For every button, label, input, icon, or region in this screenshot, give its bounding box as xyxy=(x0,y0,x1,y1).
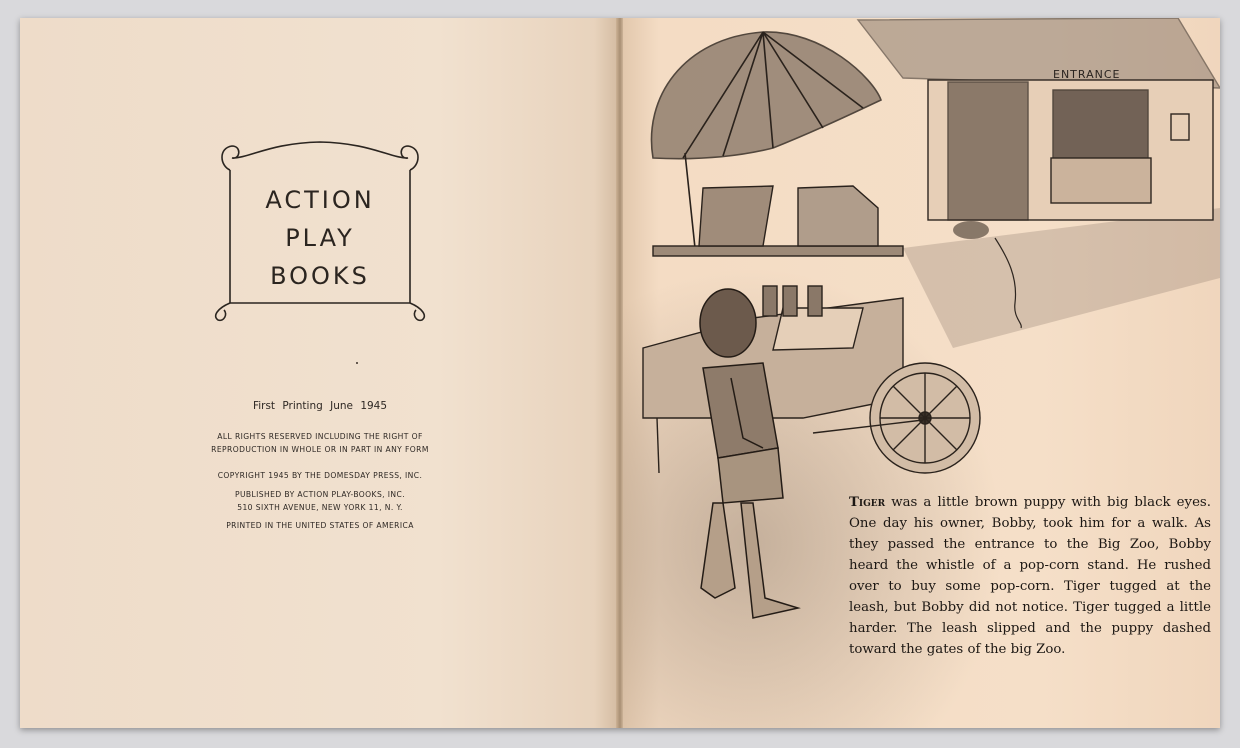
printed-line: PRINTED IN THE UNITED STATES OF AMERICA xyxy=(226,521,414,530)
story-lead: Tiger xyxy=(849,495,886,510)
rights-line-1: ALL RIGHTS RESERVED INCLUDING THE RIGHT OF xyxy=(217,432,423,441)
publisher-line-1: PUBLISHED BY ACTION PLAY-BOOKS, INC. xyxy=(234,490,406,499)
story-body: was a little brown puppy with big black eyes. One day his owner, Bobby, took him for a walk. As they passed the entrance to the Big Zoo, Bobby heard the whistle of a pop-corn stand. He rushed over to buy some pop-corn. Tiger tugged at the leash, but Bobby did not notice. Tiger tugged a little harder. The leash slipped and the puppy dashed toward the gates of the big Zoo. xyxy=(849,495,1211,657)
book-spread xyxy=(20,18,1220,728)
publisher-line-2: 510 SIXTH AVENUE, NEW YORK 11, N. Y. xyxy=(237,503,403,512)
puppy-figure xyxy=(953,221,989,239)
copyright-line: COPYRIGHT 1945 BY THE DOMESDAY PRESS, INC. xyxy=(217,471,423,480)
title-plaque xyxy=(210,138,430,323)
print-speck xyxy=(356,362,358,364)
title-line-2: PLAY xyxy=(285,224,355,252)
first-printing: First Printing June 1945 xyxy=(252,400,388,412)
entrance-sign: ENTRANCE xyxy=(1053,68,1121,81)
right-page xyxy=(623,18,1220,728)
rights-line-2: REPRODUCTION IN WHOLE OR IN PART IN ANY FORM xyxy=(211,445,429,454)
left-page xyxy=(20,18,618,728)
title-line-1: ACTION xyxy=(265,186,375,214)
story-text xyxy=(849,492,1211,660)
title-line-3: BOOKS xyxy=(270,262,370,290)
